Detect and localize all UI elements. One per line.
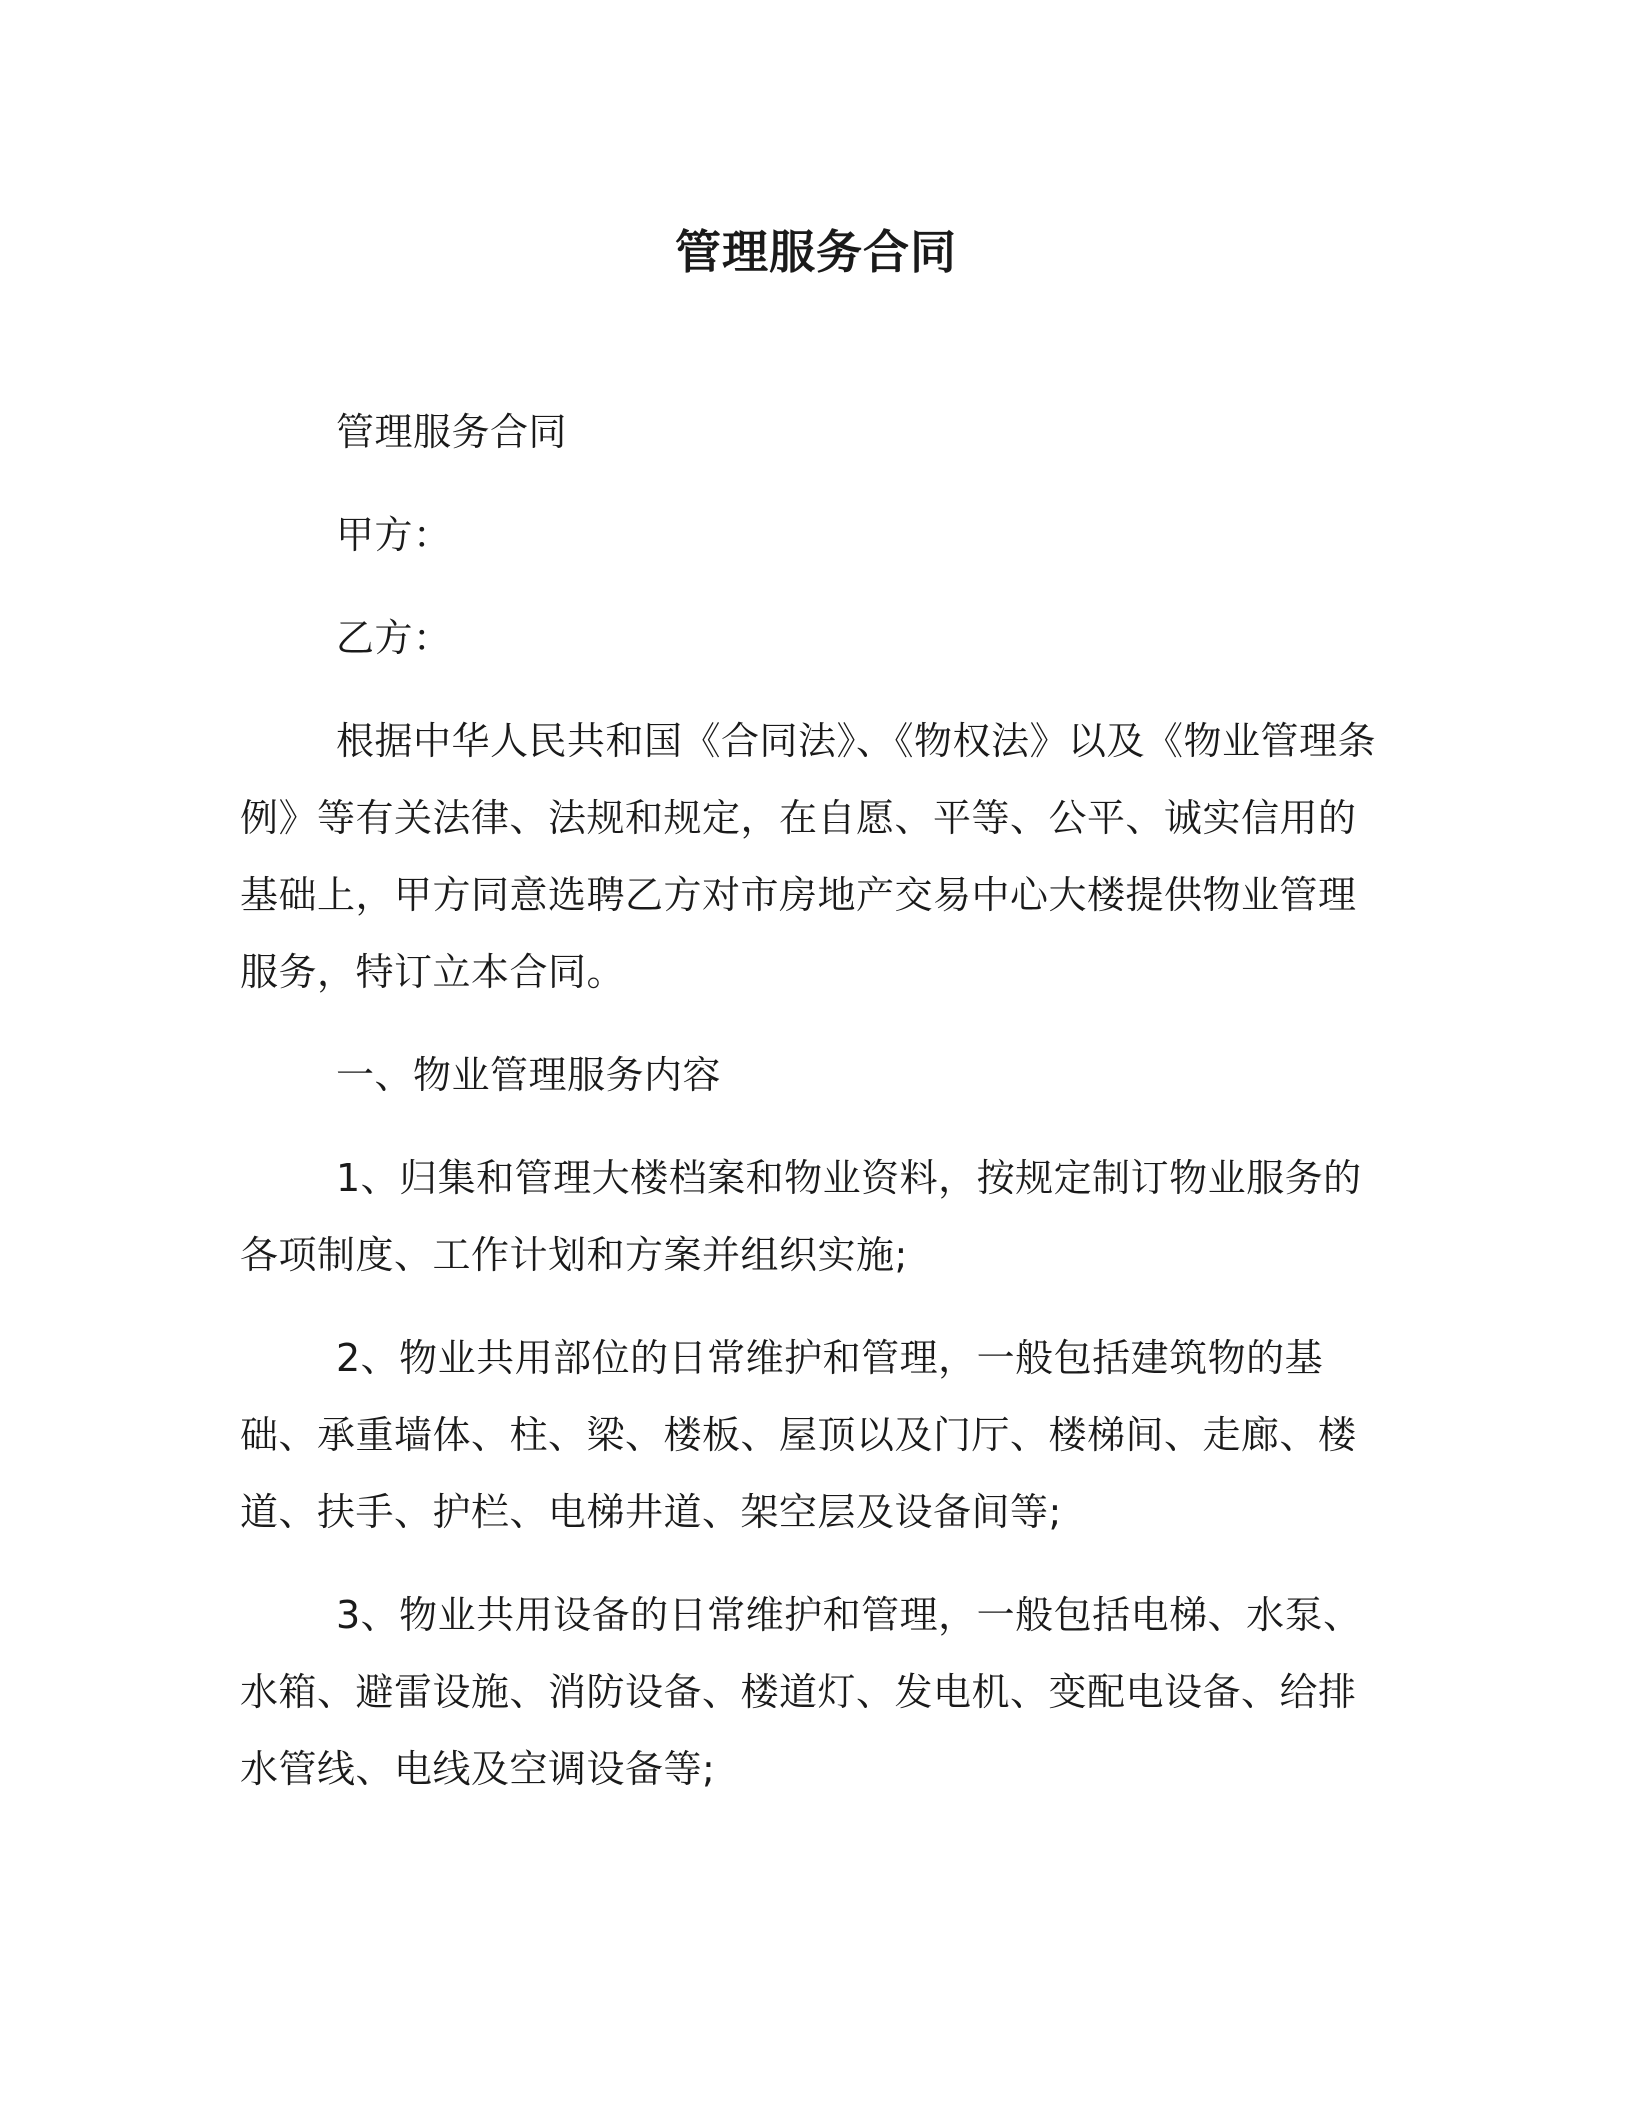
section-heading-1: 一、物业管理服务内容 — [336, 1053, 722, 1097]
clause-1: 1、归集和管理大楼档案和物业资料，按规定制订物业服务的各项制度、工作计划和方案并组织实施; — [240, 1156, 1362, 1277]
paragraph-party-b: 乙方： — [336, 616, 452, 660]
paragraph-contract-name: 管理服务合同 — [336, 410, 568, 454]
paragraph-party-a: 甲方： — [336, 513, 452, 557]
clause-3: 3、物业共用设备的日常维护和管理，一般包括电梯、水泵、水箱、避雷设施、消防设备、楼道灯、发电机、变配电设备、给排水管线、电线及空调设备等; — [240, 1593, 1362, 1791]
document-body — [240, 394, 1380, 1834]
clause-2: 2、物业共用部位的日常维护和管理，一般包括建筑物的基础、承重墙体、柱、梁、楼板、屋顶以及门厅、楼梯间、走廊、楼道、扶手、护栏、电梯井道、架空层及设备间等; — [240, 1336, 1357, 1534]
paragraph-preamble: 根据中华人民共和国《合同法》、《物权法》以及《物业管理条例》等有关法律、法规和规定，在自愿、平等、公平、诚实信用的基础上，甲方同意选聘乙方对市房地产交易中心大楼提供物业管理服务，特订立本合同。 — [240, 719, 1377, 994]
document-title: 管理服务合同 — [675, 225, 957, 279]
